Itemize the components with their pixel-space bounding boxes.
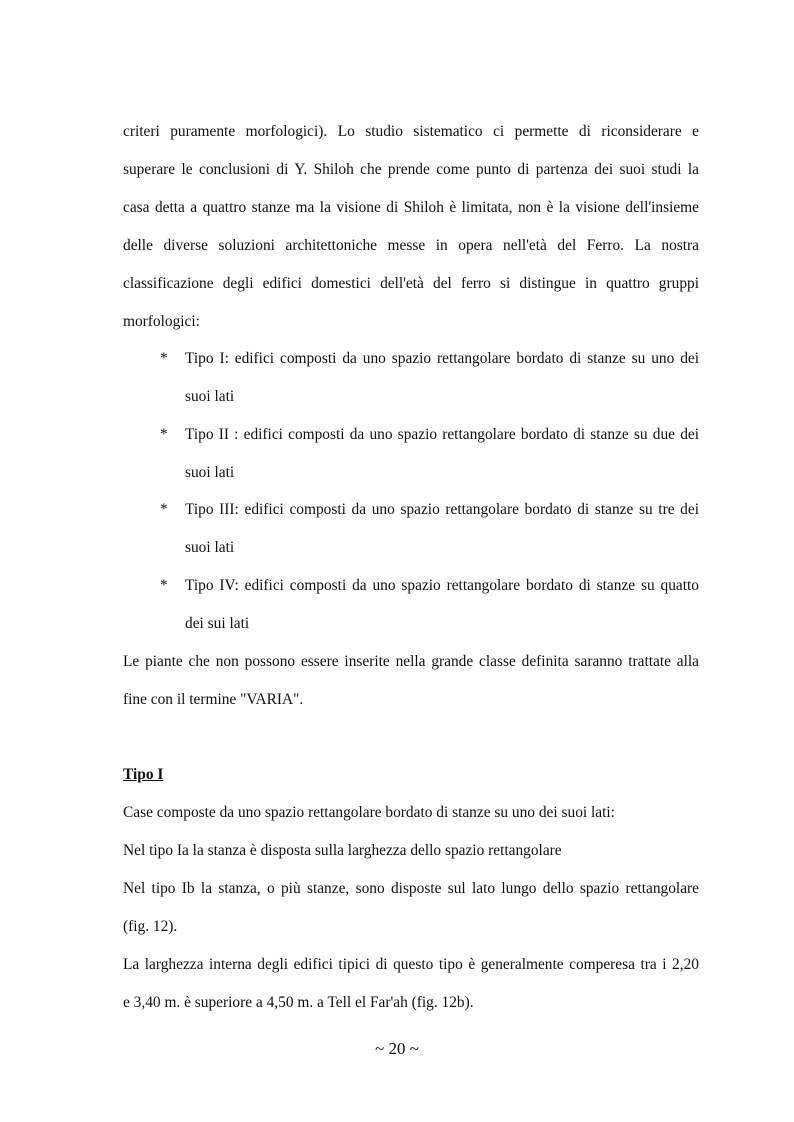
paragraph-line: Le piante che non possono essere inserite nella grande classe definita saranno trattate alla [123, 653, 699, 670]
bullet-marker: * [160, 426, 168, 443]
paragraph-line: classificazione degli edifici domestici dell'età del ferro si distingue in quattro gruppi [123, 275, 699, 292]
list-item-continuation: dei sui lati [185, 615, 250, 632]
paragraph-line: superare le conclusioni di Y. Shiloh che prende come punto di partenza dei suoi studi la [123, 161, 699, 178]
page-number: ~ 20 ~ [375, 1039, 419, 1058]
list-item: Tipo IV: edifici composti da uno spazio rettangolare bordato di stanze su quatto [185, 577, 699, 594]
bullet-marker: * [160, 577, 168, 594]
paragraph-line: (fig. 12). [123, 918, 178, 935]
list-item: Tipo I: edifici composti da uno spazio rettangolare bordato di stanze su uno dei [185, 350, 699, 367]
bullet-marker: * [160, 501, 168, 518]
paragraph-line: criteri puramente morfologici). Lo studio sistematico ci permette di riconsiderare e [123, 123, 699, 140]
paragraph-line: La larghezza interna degli edifici tipici di questo tipo è generalmente comperesa tra i 2,20 [123, 956, 699, 973]
list-item-continuation: suoi lati [185, 388, 235, 405]
paragraph-line: delle diverse soluzioni architettoniche messe in opera nell'età del Ferro. La nostra [123, 237, 699, 254]
list-item: Tipo II : edifici composti da uno spazio rettangolare bordato di stanze su due dei [185, 426, 699, 443]
list-item-continuation: suoi lati [185, 464, 235, 481]
paragraph-line: fine con il termine "VARIA". [123, 691, 304, 708]
list-item: Tipo III: edifici composti da uno spazio rettangolare bordato di stanze su tre dei [185, 501, 699, 518]
paragraph-line: Case composte da uno spazio rettangolare bordato di stanze su uno dei suoi lati: [123, 804, 615, 821]
paragraph-line: Nel tipo Ia la stanza è disposta sulla larghezza dello spazio rettangolare [123, 842, 562, 859]
section-heading: Tipo I [123, 766, 164, 783]
list-item-continuation: suoi lati [185, 539, 235, 556]
paragraph-line: Nel tipo Ib la stanza, o più stanze, sono disposte sul lato lungo dello spazio rettangolare [123, 880, 699, 897]
paragraph-line: morfologici: [123, 313, 200, 330]
bullet-marker: * [160, 350, 168, 367]
paragraph-line: e 3,40 m. è superiore a 4,50 m. a Tell el Far'ah (fig. 12b). [123, 994, 474, 1011]
paragraph-line: casa detta a quattro stanze ma la visione di Shiloh è limitata, non è la visione dell'insieme [123, 199, 699, 216]
